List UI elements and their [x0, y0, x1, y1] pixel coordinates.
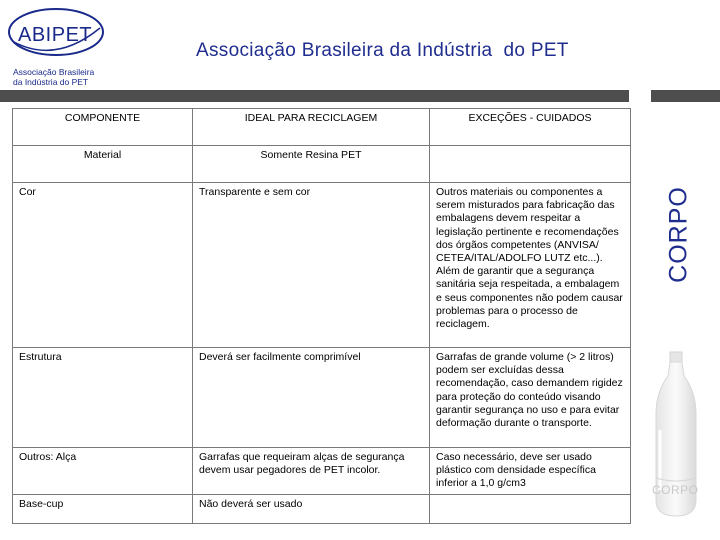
header-componente: COMPONENTE [13, 109, 193, 146]
logo-pet: PET [51, 24, 93, 46]
side-label-text: CORPO [664, 186, 693, 283]
header-divider-gap [629, 90, 651, 102]
header-divider-bar [0, 90, 720, 102]
material-row [13, 146, 631, 183]
logo-wordmark [18, 24, 92, 47]
logo-subtitle-line1: Associação Brasileira [13, 67, 95, 77]
page-title: Associação Brasileira da Indústria do PET [196, 40, 569, 61]
row-estrutura-excecoes: Garrafas de grande volume (> 2 litros) podem ser excluídas dessa recomendação, caso demandem rigidez para proteção do conteúdo visando garantir segurança no uso e para evitar deformação durante o transporte. [430, 348, 631, 448]
row-basecup-ideal: Não deverá ser usado [193, 495, 430, 524]
table-row [13, 495, 631, 524]
row-cor-excecoes: Outros materiais ou componentes a serem misturados para fabricação das embalagens devem respeitar a legislação pertinente e recomendações dos órgãos competentes (ANVISA/ CETEA/ITAL/ADOLFO LUTZ etc...). Além de garantir que a segurança sanitária seja respeitada, a embalagem e seus componentes não podem causar problemas para o processo de reciclagem. [430, 183, 631, 348]
row-basecup-componente: Base-cup [13, 495, 193, 524]
material-excecoes [430, 146, 631, 183]
row-cor-ideal: Transparente e sem cor [193, 183, 430, 348]
header-excecoes: EXCEÇÕES - CUIDADOS [430, 109, 631, 146]
header-ideal: IDEAL PARA RECICLAGEM [193, 109, 430, 146]
table-row [13, 448, 631, 495]
row-alca-ideal: Garrafas que requeiram alças de segurança devem usar pegadores de PET incolor. [193, 448, 430, 495]
row-estrutura-ideal: Deverá ser facilmente comprimível [193, 348, 430, 448]
logo-subtitle-line2: da Indústria do PET [13, 77, 89, 87]
row-alca-excecoes: Caso necessário, deve ser usado plástico com densidade específica inferior a 1,0 g/cm3 [430, 448, 631, 495]
bottle-label: CORPO [652, 483, 699, 497]
material-ideal: Somente Resina PET [193, 146, 430, 183]
table-header-row [13, 109, 631, 146]
side-label-corpo [664, 160, 694, 310]
logo-abi: ABI [18, 24, 52, 46]
logo-subtitle [13, 67, 123, 87]
abipet-logo [6, 6, 106, 86]
row-alca-componente: Outros: Alça [13, 448, 193, 495]
material-label: Material [13, 146, 193, 183]
row-cor-componente: Cor [13, 183, 193, 348]
table-row [13, 183, 631, 348]
row-estrutura-componente: Estrutura [13, 348, 193, 448]
table-row [13, 348, 631, 448]
recycling-table [12, 108, 631, 524]
row-basecup-excecoes [430, 495, 631, 524]
